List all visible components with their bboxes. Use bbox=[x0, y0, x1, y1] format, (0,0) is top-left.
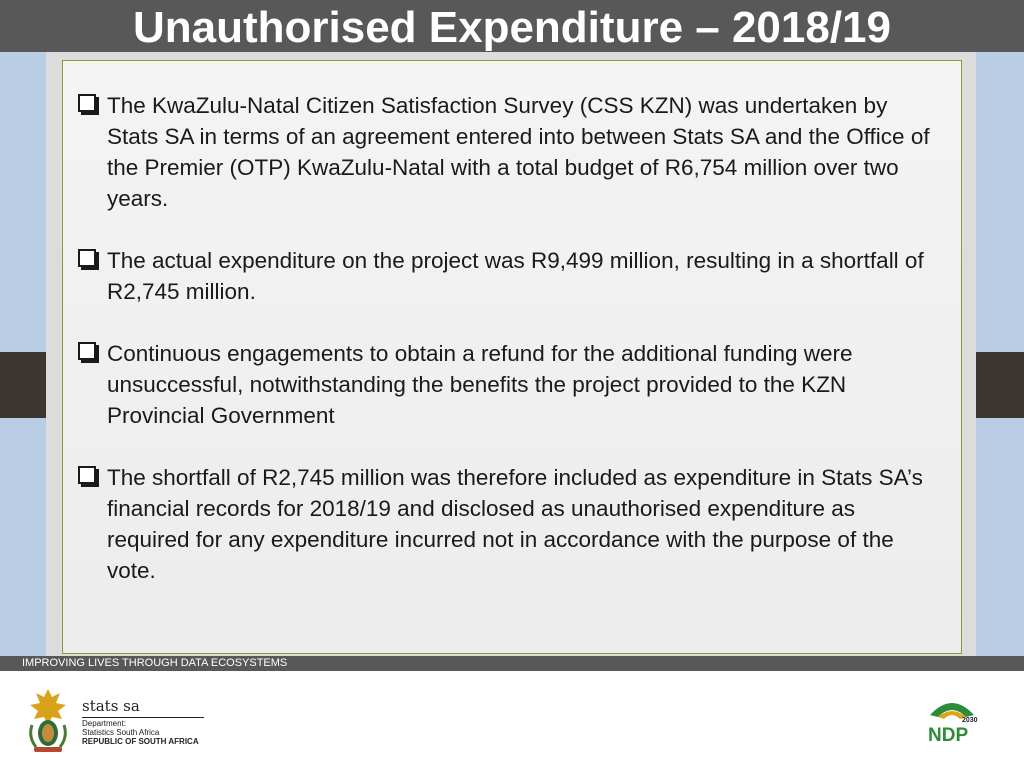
checkbox-bullet-icon bbox=[78, 94, 96, 112]
checkbox-bullet-icon bbox=[78, 466, 96, 484]
title-bar bbox=[0, 0, 1024, 52]
ndp-year: 2030 bbox=[962, 717, 978, 724]
bullet-text: The KwaZulu-Natal Citizen Satisfaction Survey (CSS KZN) was undertaken by Stats SA in terms of an agreement entered into between Stats SA and the Office of the Premier (OTP) KwaZulu-Natal with a total budget of R6,754 million over two years. bbox=[107, 93, 930, 211]
department-label bbox=[82, 719, 199, 746]
bullet-item bbox=[76, 338, 936, 431]
slide-title: Unauthorised Expenditure – 2018/19 bbox=[132, 3, 892, 52]
bullet-list bbox=[76, 90, 936, 617]
ndp-logo-icon bbox=[924, 697, 980, 745]
stats-sa-logo: stats sa bbox=[82, 697, 204, 718]
bullet-item bbox=[76, 90, 936, 214]
bullet-text: The actual expenditure on the project was R9,499 million, resulting in a shortfall of R2,745 million. bbox=[107, 248, 924, 304]
bullet-item bbox=[76, 245, 936, 307]
checkbox-bullet-icon bbox=[78, 249, 96, 267]
bullet-text: The shortfall of R2,745 million was therefore included as expenditure in Stats SA’s financial records for 2018/19 and disclosed as unauthorised expenditure as required for any expenditure incurred not in accordance with the purpose of the vote. bbox=[107, 465, 923, 583]
ndp-text: NDP bbox=[928, 725, 969, 745]
footer bbox=[0, 671, 1024, 768]
coat-of-arms-icon bbox=[22, 685, 74, 755]
dept-line-1: Department: bbox=[82, 719, 127, 728]
bullet-item bbox=[76, 462, 936, 586]
dept-line-3: REPUBLIC OF SOUTH AFRICA bbox=[82, 737, 199, 746]
tagline-bar bbox=[0, 656, 1024, 671]
checkbox-bullet-icon bbox=[78, 342, 96, 360]
bullet-text: Continuous engagements to obtain a refund for the additional funding were unsuccessful, notwithstanding the benefits the project provided to the KZN Provincial Government bbox=[107, 341, 853, 428]
dept-line-2: Statistics South Africa bbox=[82, 728, 160, 737]
tagline: IMPROVING LIVES THROUGH DATA ECOSYSTEMS bbox=[22, 657, 288, 669]
